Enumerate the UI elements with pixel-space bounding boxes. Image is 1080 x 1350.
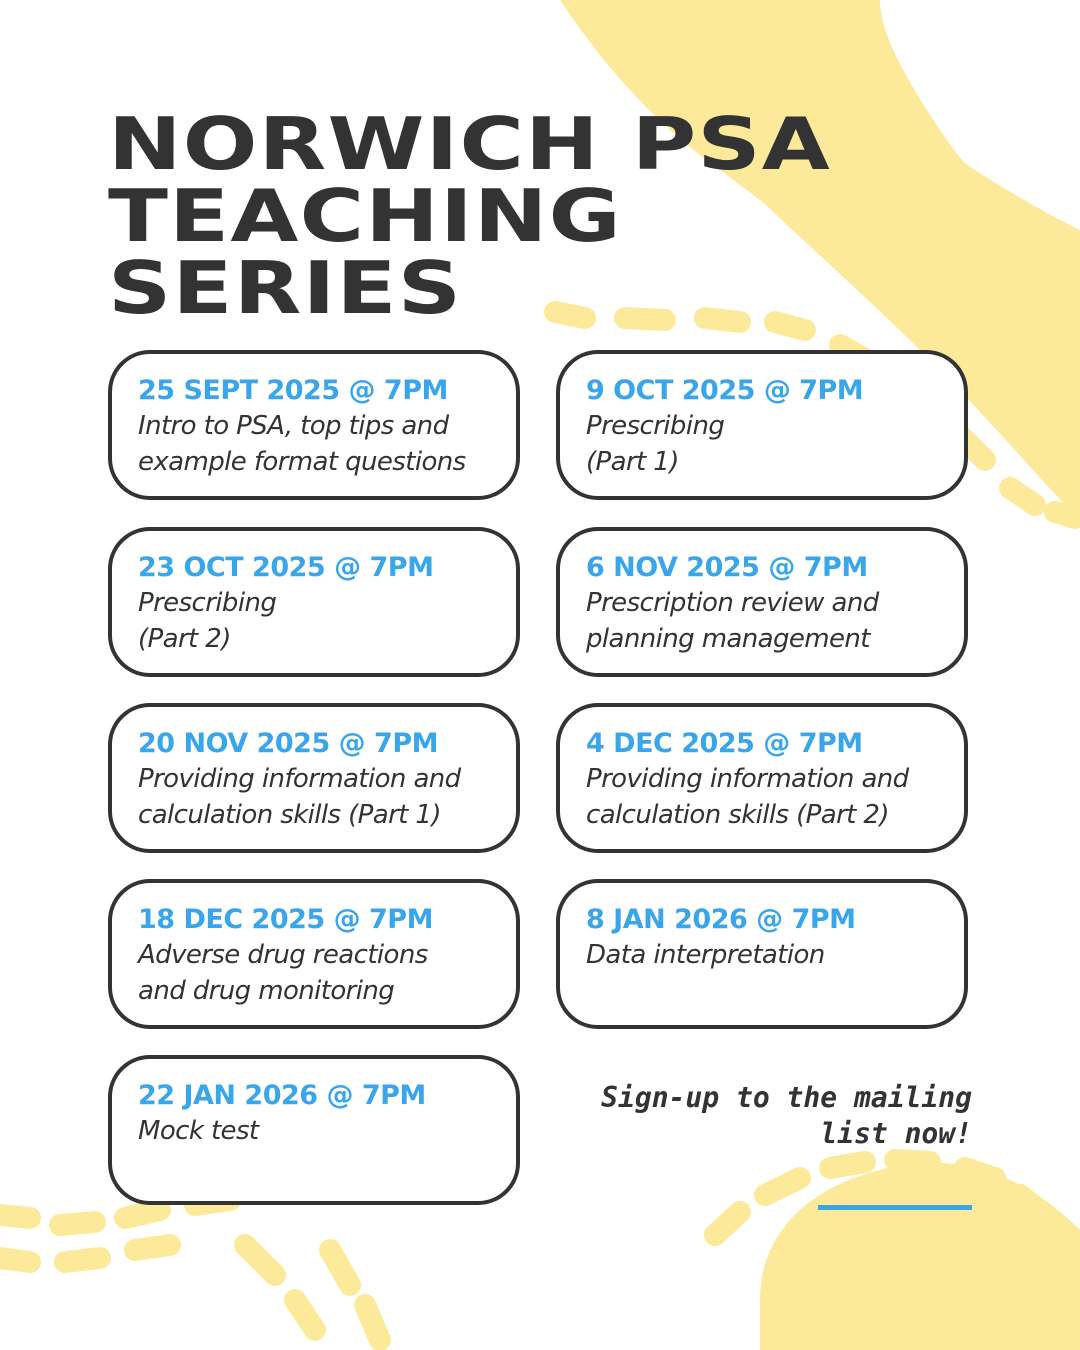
session-topic: Prescription review and planning management: [586, 588, 879, 654]
session-topic: Prescribing (Part 1): [586, 411, 725, 477]
session-date: 22 JAN 2026 @ 7PM: [138, 1080, 426, 1111]
session-topic: Prescribing (Part 2): [138, 588, 277, 654]
page-title: [108, 102, 832, 330]
signup-callout: Sign-up to the mailing list now!: [601, 1081, 972, 1150]
session-date: 23 OCT 2025 @ 7PM: [138, 552, 434, 583]
session-card: [556, 703, 968, 853]
session-card: [108, 703, 520, 853]
session-card: [556, 527, 968, 677]
session-card: [108, 350, 520, 500]
title-line: SERIES: [108, 246, 463, 330]
session-topic: Mock test: [138, 1116, 259, 1146]
session-topic: Providing information and calculation skills (Part 1): [138, 764, 461, 830]
session-date: 8 JAN 2026 @ 7PM: [586, 904, 856, 935]
session-date: 6 NOV 2025 @ 7PM: [586, 552, 868, 583]
session-card: [556, 350, 968, 500]
session-card: [108, 527, 520, 677]
session-card: [556, 879, 968, 1029]
session-date: 18 DEC 2025 @ 7PM: [138, 904, 433, 935]
session-topic: Intro to PSA, top tips and example format questions: [138, 411, 466, 477]
session-card: [108, 1055, 520, 1205]
session-topic: Data interpretation: [586, 940, 825, 970]
session-date: 4 DEC 2025 @ 7PM: [586, 728, 863, 759]
session-date: 20 NOV 2025 @ 7PM: [138, 728, 438, 759]
session-card: [108, 879, 520, 1029]
title-line: NORWICH PSA: [108, 102, 832, 186]
signup-underline: [818, 1205, 972, 1210]
title-line: TEACHING: [108, 174, 622, 258]
session-date: 25 SEPT 2025 @ 7PM: [138, 375, 448, 406]
session-topic: Adverse drug reactions and drug monitoring: [138, 940, 428, 1006]
session-date: 9 OCT 2025 @ 7PM: [586, 375, 864, 406]
session-topic: Providing information and calculation skills (Part 2): [586, 764, 909, 830]
